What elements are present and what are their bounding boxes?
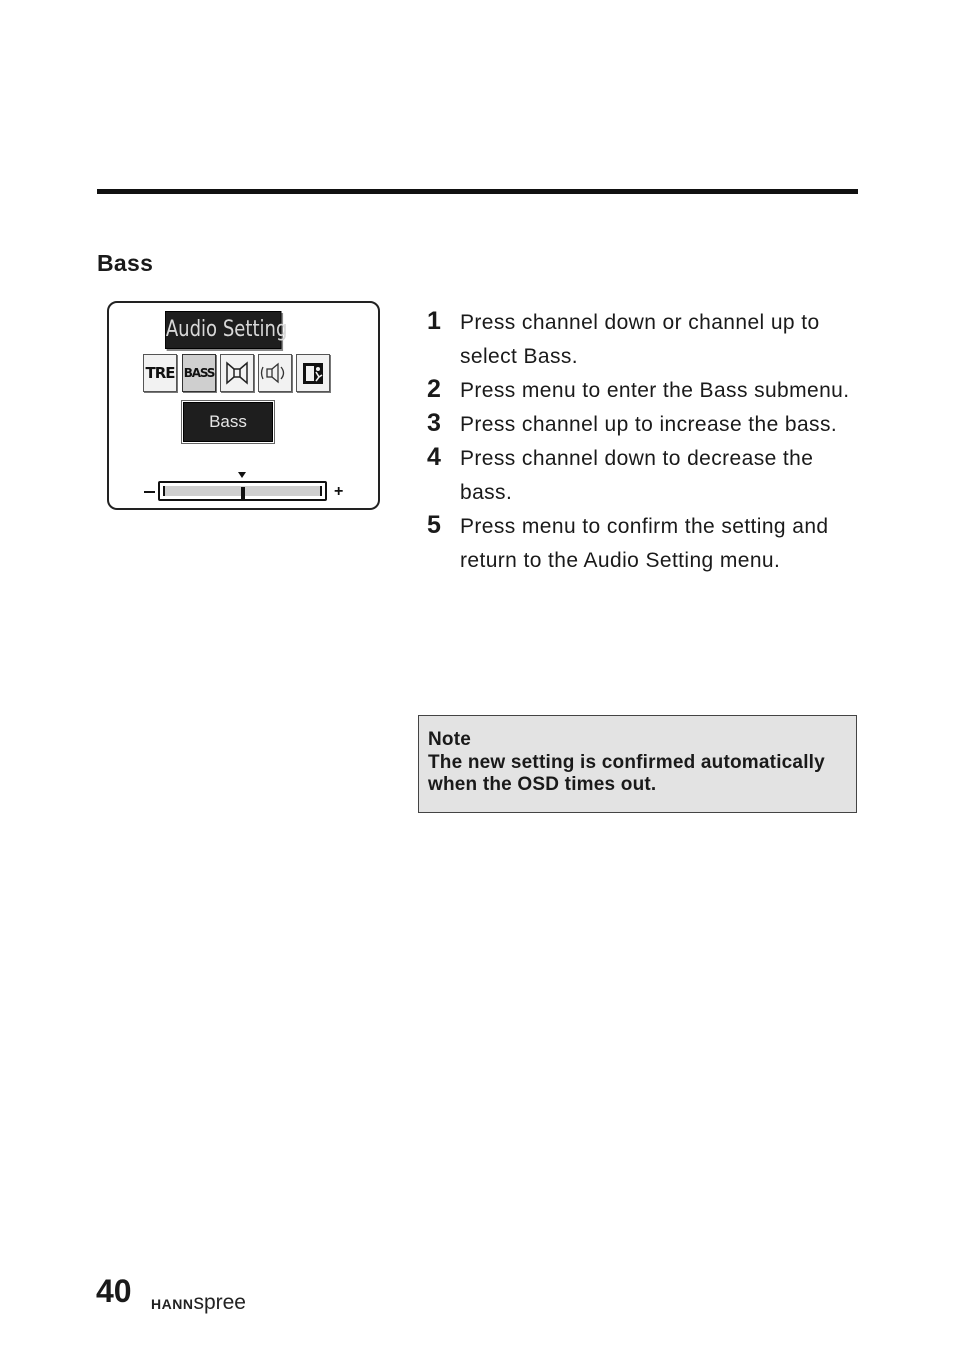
page-number: 40 [96, 1273, 132, 1309]
step-number: 5 [427, 511, 442, 539]
note-title: Note [428, 729, 472, 750]
step-item [427, 510, 867, 578]
step-item [427, 374, 867, 408]
surround-glyph [259, 355, 291, 391]
speaker-glyph [221, 355, 253, 391]
balance-speaker-icon [220, 354, 254, 392]
step-item [427, 442, 867, 510]
bass-icon-label: BASS [183, 366, 215, 380]
osd-title [165, 311, 288, 349]
osd-title-text: Audio Setting [165, 317, 288, 342]
step-text: Press channel down to decrease the bass. [460, 447, 814, 504]
treble-icon [143, 354, 177, 392]
step-number: 4 [427, 443, 442, 471]
bass-icon [182, 354, 216, 392]
step-number: 3 [427, 409, 442, 437]
osd-submenu-label: Bass [183, 402, 273, 442]
step-item [427, 306, 867, 374]
exit-icon [296, 354, 330, 392]
header-rule [97, 189, 858, 194]
step-text: Press menu to enter the Bass submenu. [460, 379, 850, 402]
step-text: Press menu to confirm the setting and return to the Audio Setting menu. [460, 515, 829, 572]
step-number: 2 [427, 375, 442, 403]
brand-logo [151, 1291, 246, 1315]
level-marker-arrow [238, 472, 246, 478]
brand-bold: HANN [151, 1296, 194, 1312]
brand-light: spree [193, 1291, 246, 1314]
treble-icon-label: TRE [145, 364, 175, 382]
note-box [418, 715, 857, 813]
minus-icon [144, 491, 155, 493]
note-text: The new setting is confirmed automatically when the OSD times out. [428, 751, 825, 795]
exit-glyph [297, 355, 329, 391]
slider-thumb [241, 487, 245, 501]
surround-sound-icon [258, 354, 292, 392]
bass-level-slider [158, 481, 327, 501]
plus-icon: + [334, 483, 344, 500]
instruction-steps [427, 306, 867, 578]
section-title: Bass [97, 250, 154, 276]
osd-menu-illustration [107, 301, 380, 510]
slider-track [163, 486, 322, 496]
step-item [427, 408, 867, 442]
step-text: Press channel up to increase the bass. [460, 413, 838, 436]
step-number: 1 [427, 307, 442, 335]
step-text: Press channel down or channel up to select Bass. [460, 311, 820, 368]
